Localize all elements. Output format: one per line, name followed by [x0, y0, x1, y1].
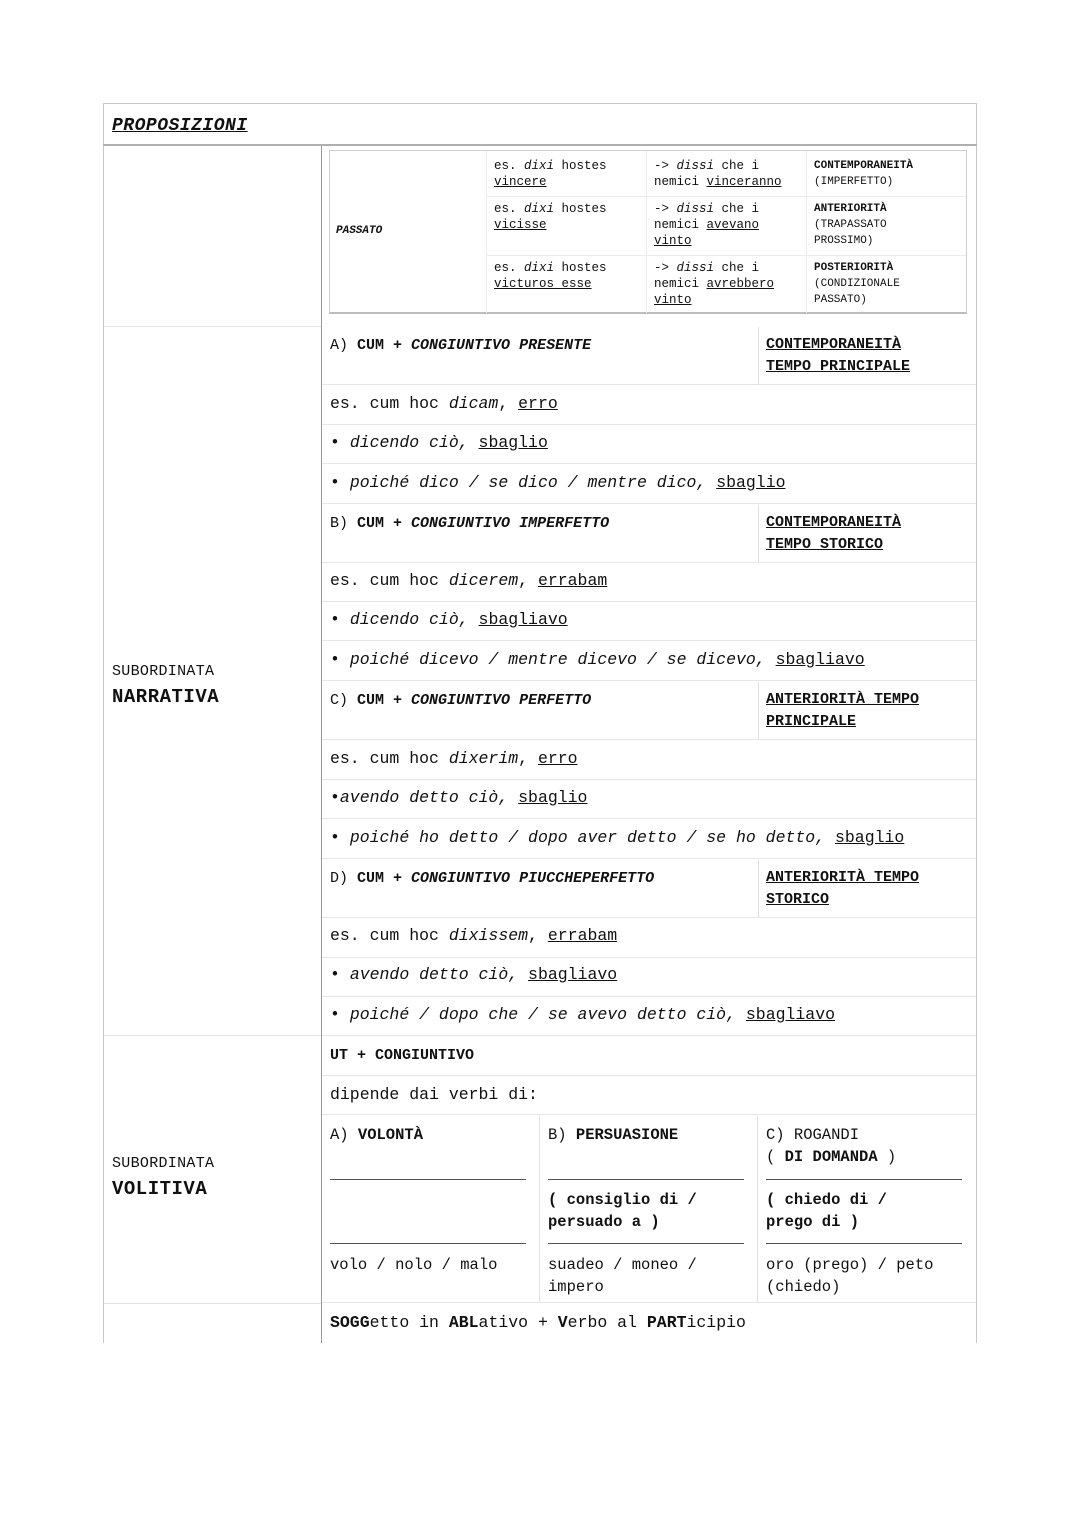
translation-line: • dicendo ciò, sbagliavo	[330, 610, 568, 629]
example-line: es. cum hoc dicam, erro	[330, 394, 558, 413]
blank-line	[766, 1243, 962, 1244]
example-line: es. cum hoc dicerem, errabam	[330, 571, 608, 590]
passato-tense: CONTEMPORANEITÀ (IMPERFETTO)	[814, 160, 914, 188]
left-cell-divider	[104, 1303, 321, 1304]
volitiva-label: SUBORDINATA VOLITIVA	[112, 1155, 215, 1200]
page-title: PROPOSIZIONI	[112, 116, 248, 136]
cell-divider	[758, 327, 759, 385]
example-line: es. cum hoc dixerim, erro	[330, 749, 578, 768]
cell-divider	[539, 1116, 540, 1303]
tense-tag-a: CONTEMPORANEITÀ TEMPO PRINCIPALE	[766, 336, 911, 375]
cell-divider	[758, 505, 759, 563]
cell-divider	[486, 151, 487, 313]
passato-translation: -> dissi che i nemici vinceranno	[654, 159, 782, 189]
passato-tense: POSTERIORITÀ (CONDIZIONALE PASSATO)	[814, 262, 900, 306]
cell-divider	[646, 151, 647, 313]
left-cell-divider	[104, 326, 321, 327]
cell-divider	[758, 860, 759, 918]
left-cell-divider	[104, 1035, 321, 1036]
translation-line: • poiché dico / se dico / mentre dico, sbaglio	[330, 473, 786, 492]
blank-line	[548, 1179, 744, 1180]
translation-line: • dicendo ciò, sbaglio	[330, 433, 548, 452]
translation-line: • poiché ho detto / dopo aver detto / se ho detto, sbaglio	[330, 828, 905, 847]
passato-translation: -> dissi che i nemici avrebbero vinto	[654, 261, 775, 307]
cell-divider	[487, 196, 966, 197]
passato-label: PASSATO	[336, 225, 383, 237]
cum-header-d: D) CUM + CONGIUNTIVO PIUCCHEPERFETTO	[330, 870, 655, 887]
blank-line	[330, 1243, 526, 1244]
rogandi-meaning: ( chiedo di / prego di )	[766, 1191, 887, 1231]
translation-line: •avendo detto ciò, sbaglio	[330, 788, 588, 807]
tense-tag-d: ANTERIORITÀ TEMPO STORICO	[766, 869, 920, 908]
example-line: es. cum hoc dixissem, errabam	[330, 926, 618, 945]
depends-line: dipende dai verbi di:	[330, 1085, 538, 1104]
passato-example: es. dixi hostes vicisse	[494, 202, 607, 232]
passato-example: es. dixi hostes vincere	[494, 159, 607, 189]
ut-header: UT + CONGIUNTIVO	[330, 1047, 475, 1064]
cum-header-c: C) CUM + CONGIUNTIVO PERFETTO	[330, 692, 592, 709]
title-row	[103, 103, 977, 146]
rogandi-header: C) ROGANDI ( DI DOMANDA )	[766, 1126, 897, 1166]
cell-divider	[487, 255, 966, 256]
persuasione-header: B) PERSUASIONE	[548, 1126, 679, 1144]
rogandi-verbs: oro (prego) / peto (chiedo)	[766, 1256, 934, 1296]
tense-tag-b: CONTEMPORANEITÀ TEMPO STORICO	[766, 514, 902, 553]
cum-header-a: A) CUM + CONGIUNTIVO PRESENTE	[330, 337, 592, 354]
blank-line	[330, 1179, 526, 1180]
translation-line: • poiché / dopo che / se avevo detto ciò, sbagliavo	[330, 1005, 836, 1024]
tense-tag-c: ANTERIORITÀ TEMPO PRINCIPALE	[766, 691, 920, 730]
volonta-verbs: volo / nolo / malo	[330, 1256, 498, 1274]
cell-divider	[757, 1116, 758, 1303]
ablativo-line: SOGGetto in ABLativo + Verbo al PARTicipio	[330, 1313, 746, 1332]
passato-tense: ANTERIORITÀ (TRAPASSATO PROSSIMO)	[814, 203, 887, 247]
persuasione-meaning: ( consiglio di / persuado a )	[548, 1191, 697, 1231]
cell-divider	[806, 151, 807, 313]
translation-line: • avendo detto ciò, sbagliavo	[330, 965, 618, 984]
passato-translation: -> dissi che i nemici avevano vinto	[654, 202, 760, 248]
volonta-header: A) VOLONTÀ	[330, 1126, 424, 1144]
narrativa-label: SUBORDINATA NARRATIVA	[112, 663, 220, 708]
blank-line	[548, 1243, 744, 1244]
passato-example: es. dixi hostes victuros esse	[494, 261, 607, 291]
cum-header-b: B) CUM + CONGIUNTIVO IMPERFETTO	[330, 515, 610, 532]
translation-line: • poiché dicevo / mentre dicevo / se dicevo, sbagliavo	[330, 650, 865, 669]
blank-line	[766, 1179, 962, 1180]
persuasione-verbs: suadeo / moneo / impero	[548, 1256, 697, 1296]
cell-divider	[758, 682, 759, 740]
